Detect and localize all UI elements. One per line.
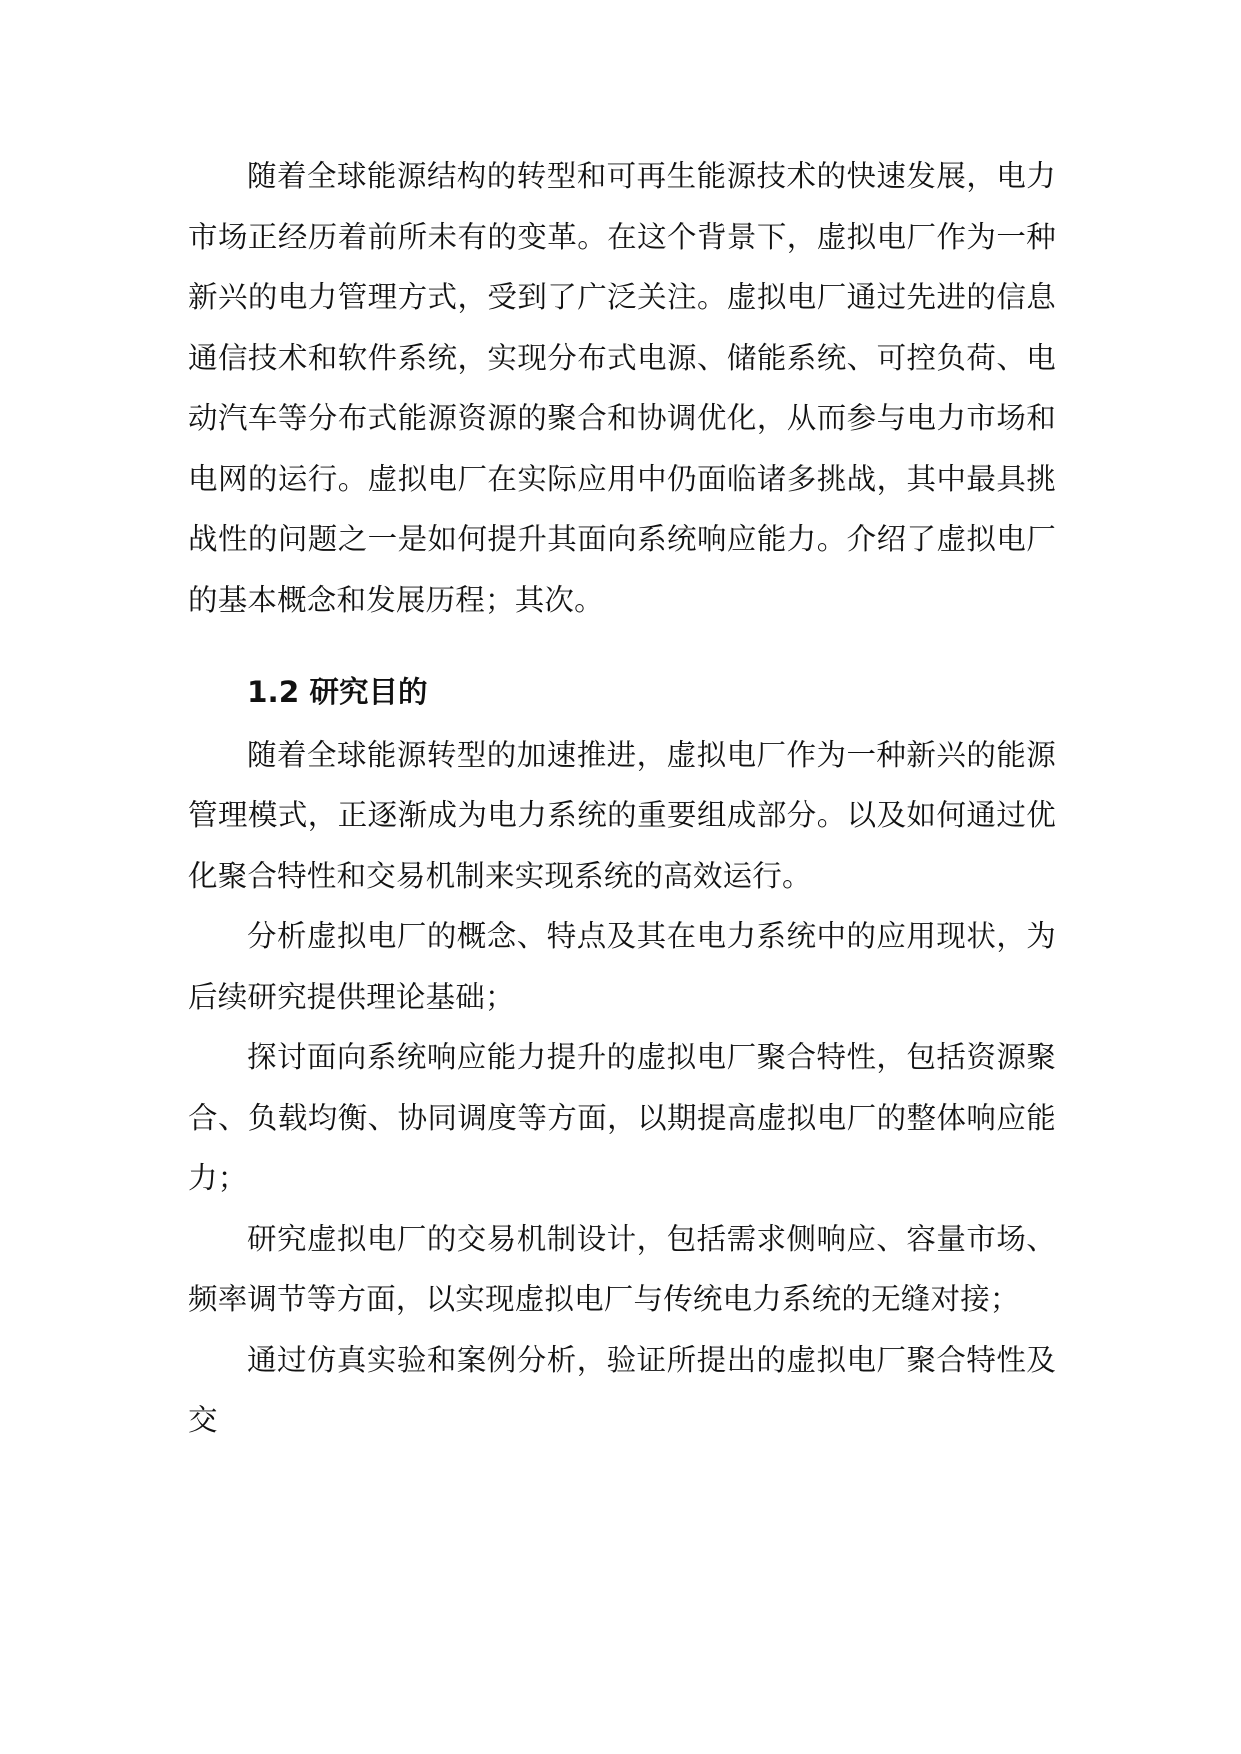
section-paragraph-2: 分析虚拟电厂的概念、特点及其在电力系统中的应用现状，为后续研究提供理论基础； — [188, 919, 1056, 1014]
document-page — [188, 146, 1056, 1451]
section-heading: 1.2 研究目的 — [247, 675, 428, 709]
intro-paragraph: 随着全球能源结构的转型和可再生能源技术的快速发展，电力市场正经历着前所未有的变革。在这个背景下，虚拟电厂作为一种新兴的电力管理方式，受到了广泛关注。虚拟电厂通过先进的信息通信技术和软件系统，实现分布式电源、储能系统、可控负荷、电动汽车等分布式能源资源的聚合和协调优化，从而参与电力市场和电网的运行。虚拟电厂在实际应用中仍面临诸多挑战，其中最具挑战性的问题之一是如何提升其面向系统响应能力。介绍了虚拟电厂的基本概念和发展历程；其次。 — [188, 159, 1056, 617]
section-paragraph-1: 随着全球能源转型的加速推进，虚拟电厂作为一种新兴的能源管理模式，正逐渐成为电力系统的重要组成部分。以及如何通过优化聚合特性和交易机制来实现系统的高效运行。 — [188, 737, 1056, 893]
section-paragraph-5: 通过仿真实验和案例分析，验证所提出的虚拟电厂聚合特性及交 — [188, 1342, 1056, 1437]
section-paragraph-3: 探讨面向系统响应能力提升的虚拟电厂聚合特性，包括资源聚合、负载均衡、协同调度等方面，以期提高虚拟电厂的整体响应能力； — [188, 1040, 1056, 1195]
section-paragraph-4: 研究虚拟电厂的交易机制设计，包括需求侧响应、容量市场、频率调节等方面，以实现虚拟电厂与传统电力系统的无缝对接； — [188, 1221, 1056, 1316]
